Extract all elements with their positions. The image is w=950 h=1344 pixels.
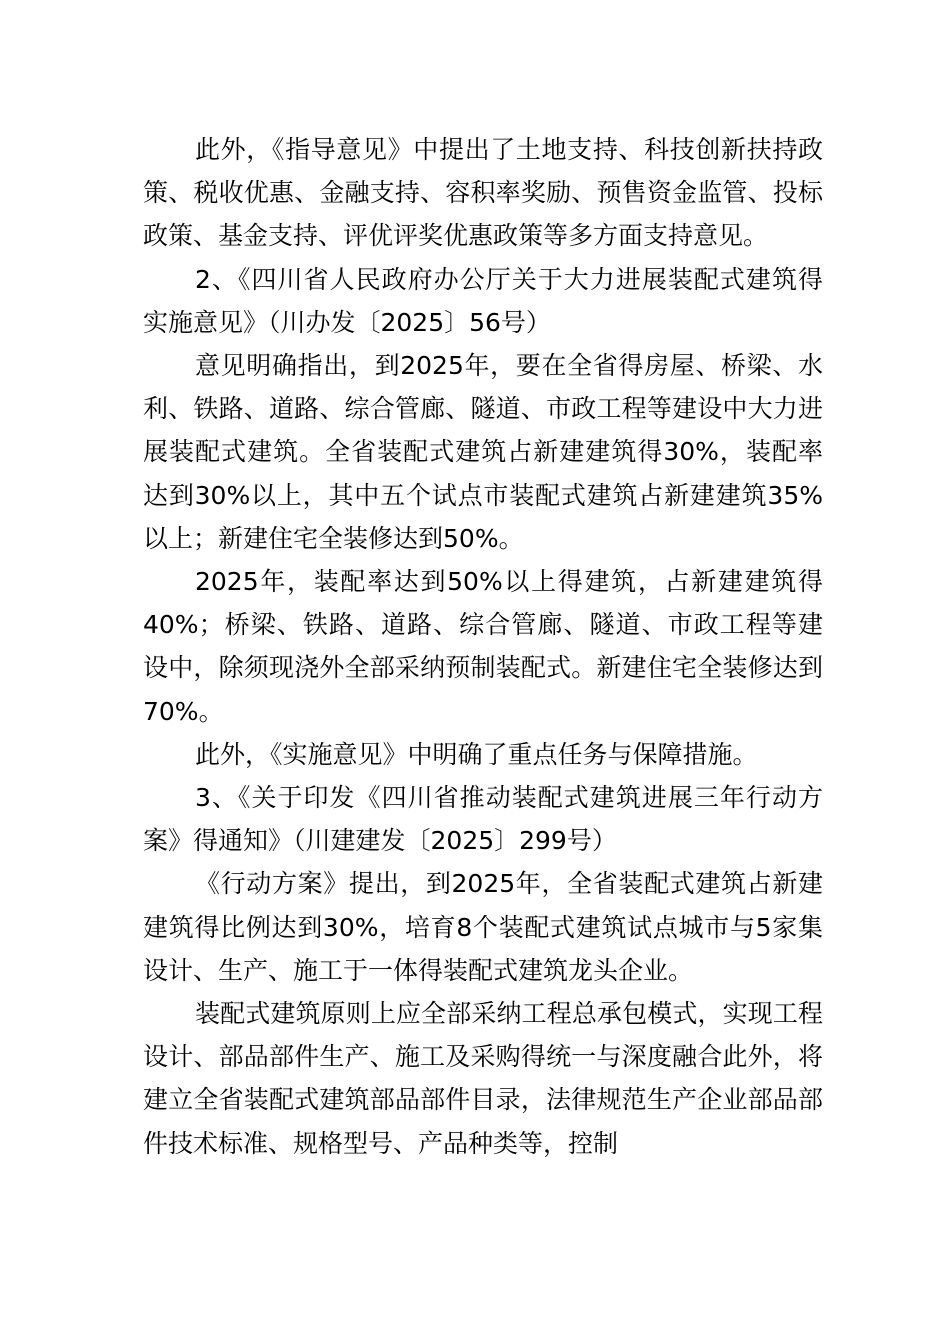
paragraph-action-plan-targets: 《行动方案》提出，到2025年，全省装配式建筑占新建建筑得比例达到30%，培育8个装配式建筑试点城市与5家集设计、生产、施工于一体得装配式建筑龙头企业。: [143, 869, 823, 985]
paragraph-epc-model: 装配式建筑原则上应全部采纳工程总承包模式，实现工程设计、部品部件生产、施工及采购得统一与深度融合此外，将建立全省装配式建筑部品部件目录，法律规范生产企业部品部件技术标准、规格型号、产品种类等，控制: [143, 999, 823, 1158]
document-body: [143, 128, 823, 1165]
heading-action-plan: 3、《关于印发《四川省推动装配式建筑进展三年行动方案》得通知》（川建建发〔2025〕299号）: [143, 783, 823, 856]
paragraph-targets-2025: 意见明确指出，到2025年，要在全省得房屋、桥梁、水利、铁路、道路、综合管廊、隧道、市政工程等建设中大力进展装配式建筑。全省装配式建筑占新建建筑得30%，装配率达到30%以上，其中五个试点市装配式建筑占新建建筑35%以上；新建住宅全装修达到50%。: [143, 351, 823, 553]
heading-implementation-opinion: 2、《四川省人民政府办公厅关于大力进展装配式建筑得实施意见》（川办发〔2025〕56号）: [143, 264, 823, 337]
paragraph-key-tasks: 此外，《实施意见》中明确了重点任务与保障措施。: [195, 739, 758, 769]
paragraph-policy-support: 此外，《指导意见》中提出了土地支持、科技创新扶持政策、税收优惠、金融支持、容积率奖励、预售资金监管、投标政策、基金支持、评优评奖优惠政策等多方面支持意见。: [143, 135, 823, 251]
paragraph-assembly-rate: 2025年，装配率达到50%以上得建筑，占新建建筑得40%；桥梁、铁路、道路、综合管廊、隧道、市政工程等建设中，除须现浇外全部采纳预制装配式。新建住宅全装修达到70%。: [143, 567, 823, 726]
